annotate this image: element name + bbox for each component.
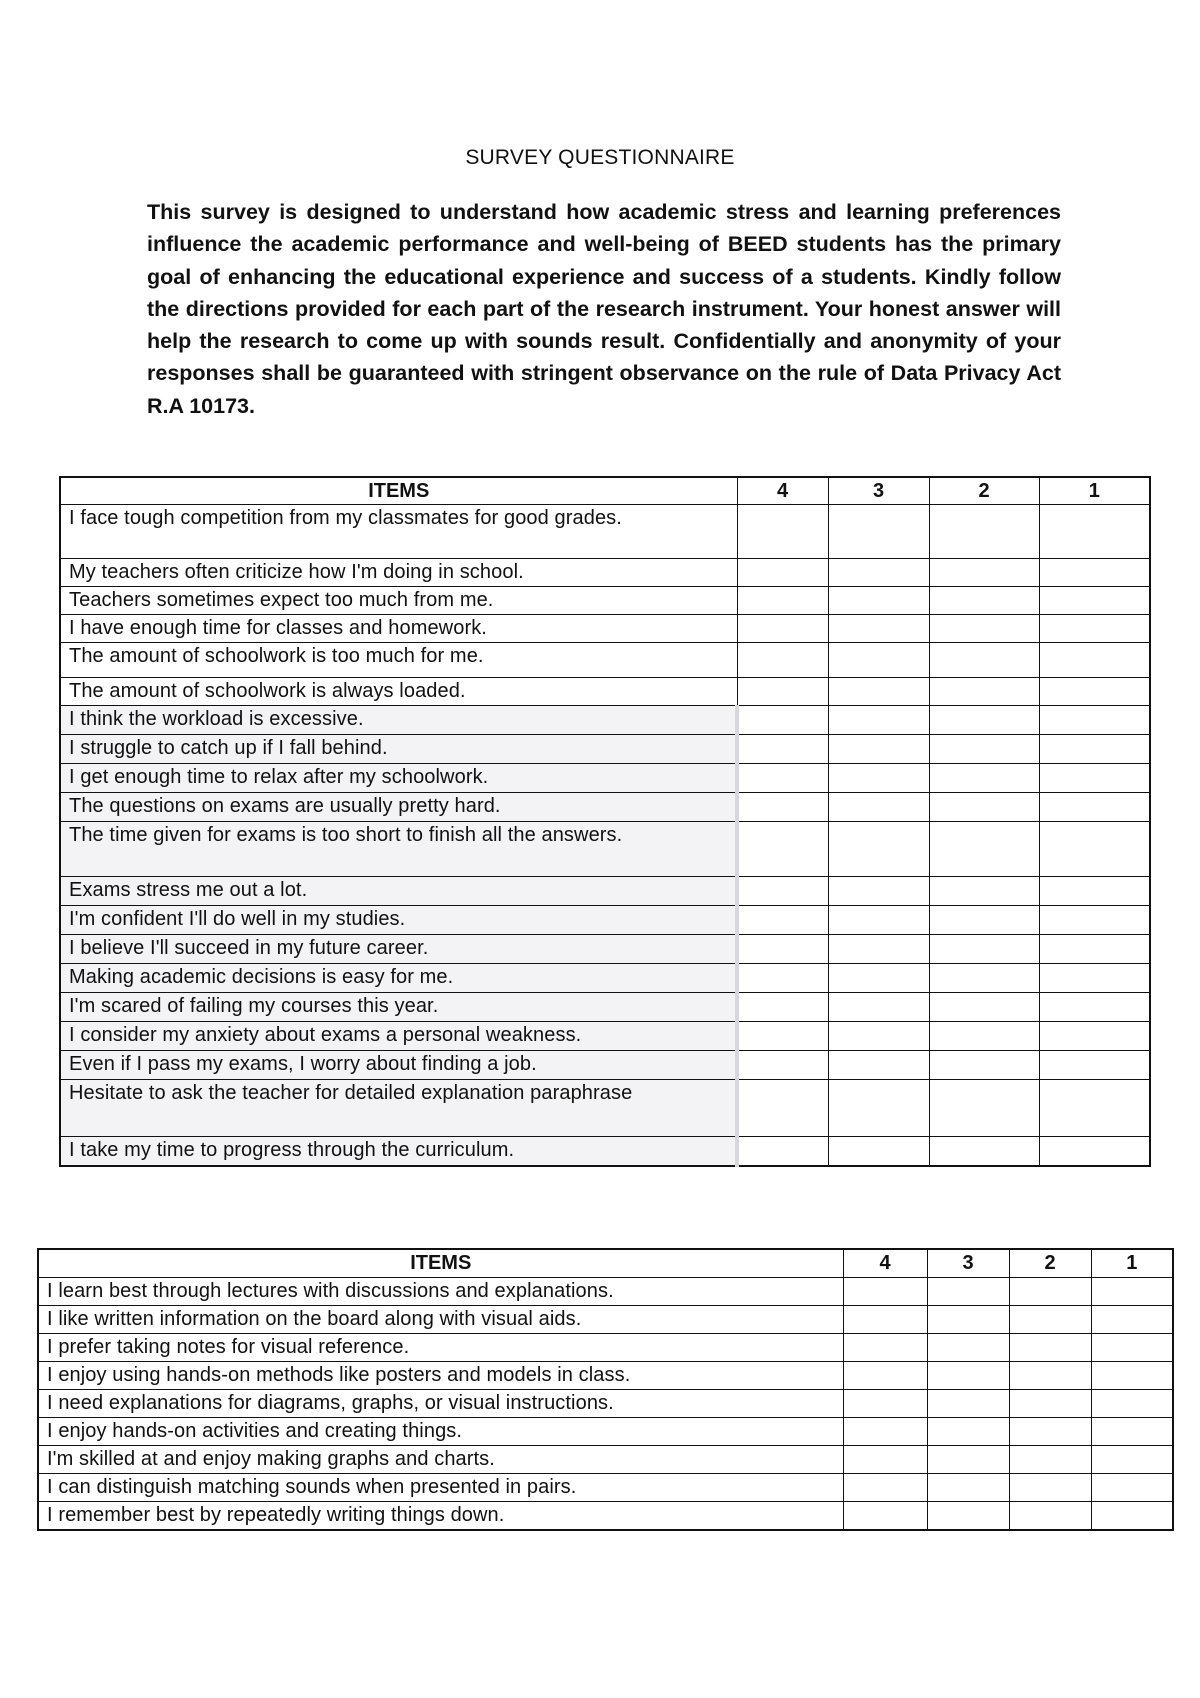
rating-cell-4[interactable] — [843, 1446, 927, 1474]
item-text: I enjoy hands-on activities and creating things. — [38, 1418, 843, 1446]
rating-cell-2[interactable] — [1009, 1474, 1091, 1502]
rating-cell-4[interactable] — [737, 1080, 828, 1137]
rating-cell-1[interactable] — [1039, 877, 1150, 906]
item-text: I face tough competition from my classmates for good grades. — [60, 505, 737, 559]
rating-cell-3[interactable] — [927, 1390, 1009, 1418]
rating-cell-4[interactable] — [737, 615, 828, 643]
table-row — [38, 1446, 1173, 1474]
rating-cell-2[interactable] — [929, 764, 1039, 793]
rating-cell-1[interactable] — [1091, 1278, 1173, 1306]
rating-cell-3[interactable] — [927, 1474, 1009, 1502]
rating-cell-1[interactable] — [1039, 505, 1150, 559]
header-rating-3: 3 — [828, 477, 929, 505]
rating-cell-1[interactable] — [1091, 1446, 1173, 1474]
rating-cell-4[interactable] — [737, 643, 828, 678]
rating-cell-2[interactable] — [929, 1137, 1039, 1167]
rating-cell-4[interactable] — [843, 1502, 927, 1531]
item-text: I remember best by repeatedly writing things down. — [38, 1502, 843, 1531]
rating-cell-1[interactable] — [1091, 1418, 1173, 1446]
rating-cell-1[interactable] — [1039, 1022, 1150, 1051]
table-row — [60, 706, 1150, 735]
item-text: I have enough time for classes and homework. — [60, 615, 737, 643]
item-text: The amount of schoolwork is too much for me. — [60, 643, 737, 678]
learning-preferences-table — [37, 1248, 1174, 1531]
rating-cell-4[interactable] — [737, 1051, 828, 1080]
item-text: Exams stress me out a lot. — [60, 877, 737, 906]
rating-cell-3[interactable] — [927, 1334, 1009, 1362]
rating-cell-1[interactable] — [1091, 1306, 1173, 1334]
rating-cell-2[interactable] — [929, 615, 1039, 643]
table-row — [38, 1362, 1173, 1390]
table-row — [38, 1390, 1173, 1418]
rating-cell-1[interactable] — [1039, 764, 1150, 793]
header-rating-1: 1 — [1039, 477, 1150, 505]
table-header-row — [60, 477, 1150, 505]
rating-cell-4[interactable] — [737, 587, 828, 615]
rating-cell-3[interactable] — [828, 993, 929, 1022]
rating-cell-2[interactable] — [929, 706, 1039, 735]
rating-cell-2[interactable] — [929, 678, 1039, 706]
rating-cell-4[interactable] — [737, 764, 828, 793]
rating-cell-3[interactable] — [828, 935, 929, 964]
rating-cell-4[interactable] — [737, 993, 828, 1022]
rating-cell-2[interactable] — [929, 906, 1039, 935]
rating-cell-2[interactable] — [1009, 1306, 1091, 1334]
item-text: Making academic decisions is easy for me. — [60, 964, 737, 993]
item-text: Hesitate to ask the teacher for detailed explanation paraphrase — [60, 1080, 737, 1137]
rating-cell-2[interactable] — [929, 1022, 1039, 1051]
table-row — [60, 764, 1150, 793]
rating-cell-4[interactable] — [737, 1022, 828, 1051]
item-text: The questions on exams are usually pretty hard. — [60, 793, 737, 822]
table-row — [60, 615, 1150, 643]
rating-cell-2[interactable] — [929, 735, 1039, 764]
rating-cell-2[interactable] — [1009, 1446, 1091, 1474]
header-rating-4: 4 — [737, 477, 828, 505]
rating-cell-2[interactable] — [929, 993, 1039, 1022]
rating-cell-3[interactable] — [828, 735, 929, 764]
rating-cell-2[interactable] — [1009, 1390, 1091, 1418]
rating-cell-4[interactable] — [737, 505, 828, 559]
academic-stress-table — [59, 476, 1151, 1167]
rating-cell-3[interactable] — [828, 678, 929, 706]
rating-cell-4[interactable] — [737, 706, 828, 735]
rating-cell-2[interactable] — [1009, 1278, 1091, 1306]
table-row — [60, 993, 1150, 1022]
table-row — [60, 735, 1150, 764]
rating-cell-2[interactable] — [1009, 1362, 1091, 1390]
table-row — [38, 1334, 1173, 1362]
table-row — [38, 1474, 1173, 1502]
rating-cell-4[interactable] — [843, 1362, 927, 1390]
rating-cell-3[interactable] — [828, 764, 929, 793]
header-rating-1: 1 — [1091, 1249, 1173, 1278]
item-text: I like written information on the board along with visual aids. — [38, 1306, 843, 1334]
rating-cell-1[interactable] — [1039, 643, 1150, 678]
rating-cell-4[interactable] — [843, 1278, 927, 1306]
item-text: I struggle to catch up if I fall behind. — [60, 735, 737, 764]
rating-cell-1[interactable] — [1039, 559, 1150, 587]
item-text: My teachers often criticize how I'm doing in school. — [60, 559, 737, 587]
rating-cell-1[interactable] — [1039, 678, 1150, 706]
rating-cell-1[interactable] — [1039, 1080, 1150, 1137]
rating-cell-4[interactable] — [737, 935, 828, 964]
table-row — [60, 559, 1150, 587]
intro-paragraph: This survey is designed to understand how academic stress and learning preferences influence the academic performance and well-being of BEED students has the primary goal of enhancing the educational experience and success of a students. Kindly follow the directions provided for each part of the research instrument. Your honest answer will help the research to come up with sounds result. Confidentially and anonymity of your responses shall be guaranteed with stringent observance on the rule of Data Privacy Act R.A 10173. — [147, 200, 1061, 418]
rating-cell-2[interactable] — [929, 1051, 1039, 1080]
rating-cell-3[interactable] — [828, 793, 929, 822]
item-text: I need explanations for diagrams, graphs, or visual instructions. — [38, 1390, 843, 1418]
item-text: Teachers sometimes expect too much from me. — [60, 587, 737, 615]
rating-cell-3[interactable] — [828, 1051, 929, 1080]
header-items: ITEMS — [60, 477, 737, 505]
rating-cell-3[interactable] — [828, 1080, 929, 1137]
rating-cell-4[interactable] — [843, 1474, 927, 1502]
header-items: ITEMS — [38, 1249, 843, 1278]
rating-cell-4[interactable] — [737, 678, 828, 706]
rating-cell-3[interactable] — [828, 822, 929, 877]
rating-cell-3[interactable] — [927, 1306, 1009, 1334]
header-rating-3: 3 — [927, 1249, 1009, 1278]
rating-cell-2[interactable] — [929, 505, 1039, 559]
table-row — [60, 1080, 1150, 1137]
rating-cell-4[interactable] — [737, 793, 828, 822]
rating-cell-2[interactable] — [1009, 1502, 1091, 1531]
page-title: SURVEY QUESTIONNAIRE — [465, 146, 735, 169]
header-rating-4: 4 — [843, 1249, 927, 1278]
rating-cell-1[interactable] — [1039, 615, 1150, 643]
item-text: Even if I pass my exams, I worry about finding a job. — [60, 1051, 737, 1080]
rating-cell-3[interactable] — [828, 877, 929, 906]
rating-cell-1[interactable] — [1091, 1502, 1173, 1531]
rating-cell-3[interactable] — [828, 1022, 929, 1051]
rating-cell-4[interactable] — [737, 906, 828, 935]
table-row — [60, 935, 1150, 964]
item-text: I take my time to progress through the curriculum. — [60, 1137, 737, 1167]
rating-cell-4[interactable] — [737, 964, 828, 993]
item-text: I'm confident I'll do well in my studies. — [60, 906, 737, 935]
rating-cell-4[interactable] — [737, 877, 828, 906]
rating-cell-1[interactable] — [1091, 1390, 1173, 1418]
table-row — [60, 793, 1150, 822]
rating-cell-3[interactable] — [927, 1502, 1009, 1531]
rating-cell-4[interactable] — [843, 1418, 927, 1446]
item-text: The amount of schoolwork is always loaded. — [60, 678, 737, 706]
table-row — [60, 964, 1150, 993]
table-row — [38, 1278, 1173, 1306]
rating-cell-4[interactable] — [843, 1306, 927, 1334]
rating-cell-3[interactable] — [828, 615, 929, 643]
rating-cell-1[interactable] — [1039, 735, 1150, 764]
rating-cell-4[interactable] — [843, 1334, 927, 1362]
table-row — [60, 678, 1150, 706]
rating-cell-2[interactable] — [929, 935, 1039, 964]
rating-cell-1[interactable] — [1039, 587, 1150, 615]
table-row — [38, 1502, 1173, 1531]
table-row — [60, 1051, 1150, 1080]
header-rating-2: 2 — [1009, 1249, 1091, 1278]
rating-cell-2[interactable] — [929, 793, 1039, 822]
rating-cell-2[interactable] — [929, 1080, 1039, 1137]
rating-cell-3[interactable] — [927, 1278, 1009, 1306]
table-row — [60, 822, 1150, 877]
rating-cell-4[interactable] — [737, 559, 828, 587]
rating-cell-3[interactable] — [927, 1362, 1009, 1390]
item-text: I believe I'll succeed in my future career. — [60, 935, 737, 964]
item-text: I think the workload is excessive. — [60, 706, 737, 735]
header-rating-2: 2 — [929, 477, 1039, 505]
table-row — [60, 906, 1150, 935]
rating-cell-4[interactable] — [737, 1137, 828, 1167]
item-text: I learn best through lectures with discussions and explanations. — [38, 1278, 843, 1306]
rating-cell-2[interactable] — [929, 559, 1039, 587]
rating-cell-2[interactable] — [929, 964, 1039, 993]
item-text: I consider my anxiety about exams a personal weakness. — [60, 1022, 737, 1051]
item-text: I can distinguish matching sounds when presented in pairs. — [38, 1474, 843, 1502]
rating-cell-1[interactable] — [1039, 822, 1150, 877]
item-text: I prefer taking notes for visual reference. — [38, 1334, 843, 1362]
rating-cell-2[interactable] — [929, 587, 1039, 615]
table-row — [60, 587, 1150, 615]
rating-cell-2[interactable] — [929, 877, 1039, 906]
item-text: I enjoy using hands-on methods like posters and models in class. — [38, 1362, 843, 1390]
rating-cell-1[interactable] — [1039, 935, 1150, 964]
rating-cell-1[interactable] — [1039, 964, 1150, 993]
rating-cell-3[interactable] — [828, 906, 929, 935]
rating-cell-1[interactable] — [1091, 1334, 1173, 1362]
rating-cell-3[interactable] — [828, 505, 929, 559]
table-row — [60, 643, 1150, 678]
rating-cell-2[interactable] — [1009, 1418, 1091, 1446]
rating-cell-4[interactable] — [843, 1390, 927, 1418]
rating-cell-1[interactable] — [1039, 993, 1150, 1022]
rating-cell-1[interactable] — [1039, 1051, 1150, 1080]
rating-cell-1[interactable] — [1091, 1474, 1173, 1502]
rating-cell-3[interactable] — [828, 1137, 929, 1167]
rating-cell-1[interactable] — [1039, 906, 1150, 935]
rating-cell-2[interactable] — [1009, 1334, 1091, 1362]
table-row — [60, 877, 1150, 906]
rating-cell-2[interactable] — [929, 643, 1039, 678]
rating-cell-3[interactable] — [828, 643, 929, 678]
table-row — [38, 1418, 1173, 1446]
table-row — [38, 1306, 1173, 1334]
rating-cell-3[interactable] — [828, 706, 929, 735]
table-header-row — [38, 1249, 1173, 1278]
item-text: The time given for exams is too short to finish all the answers. — [60, 822, 737, 877]
item-text: I'm scared of failing my courses this year. — [60, 993, 737, 1022]
item-text: I'm skilled at and enjoy making graphs and charts. — [38, 1446, 843, 1474]
rating-cell-1[interactable] — [1091, 1362, 1173, 1390]
rating-cell-3[interactable] — [828, 587, 929, 615]
rating-cell-3[interactable] — [828, 559, 929, 587]
rating-cell-4[interactable] — [737, 735, 828, 764]
rating-cell-3[interactable] — [927, 1446, 1009, 1474]
rating-cell-3[interactable] — [828, 964, 929, 993]
table-row — [60, 1022, 1150, 1051]
rating-cell-4[interactable] — [737, 822, 828, 877]
table-row — [60, 505, 1150, 559]
rating-cell-1[interactable] — [1039, 793, 1150, 822]
rating-cell-2[interactable] — [929, 822, 1039, 877]
rating-cell-1[interactable] — [1039, 1137, 1150, 1167]
item-text: I get enough time to relax after my schoolwork. — [60, 764, 737, 793]
table-row — [60, 1137, 1150, 1167]
rating-cell-3[interactable] — [927, 1418, 1009, 1446]
rating-cell-1[interactable] — [1039, 706, 1150, 735]
